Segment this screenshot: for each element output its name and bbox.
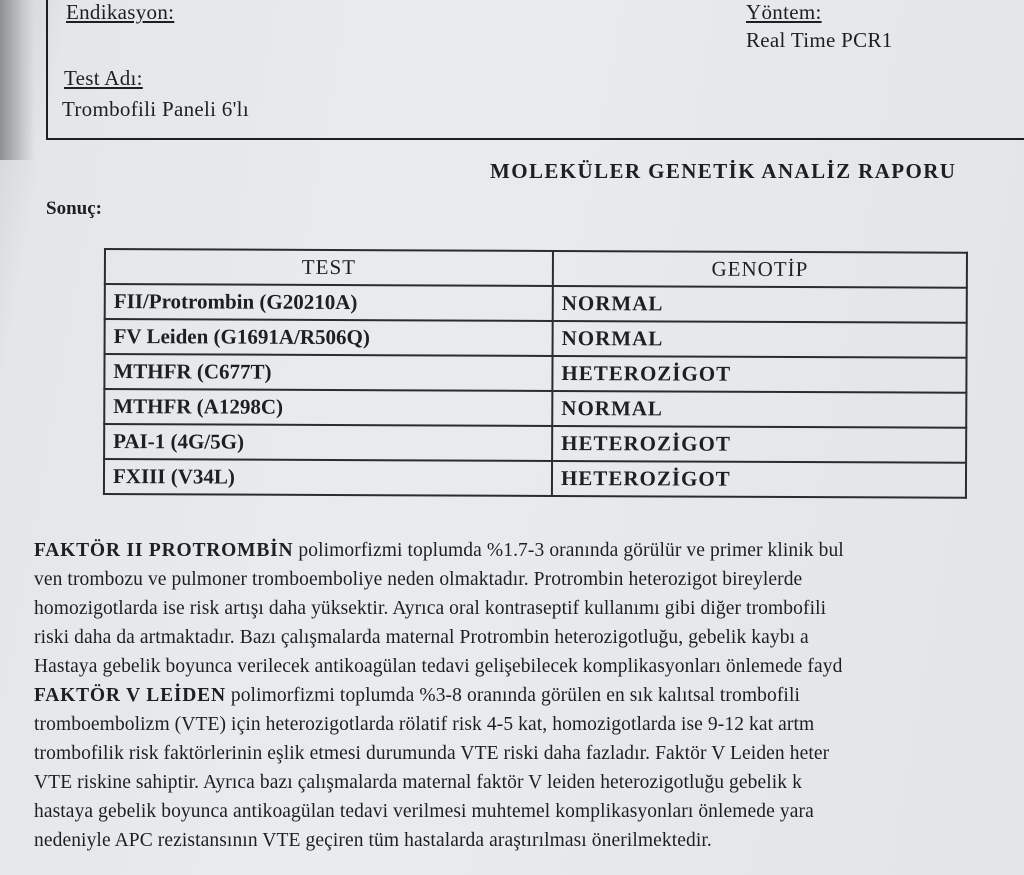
genotype-cell: HETEROZİGOT (552, 356, 966, 393)
test-cell: MTHFR (C677T) (104, 354, 552, 391)
table-row (104, 354, 966, 393)
results-table (103, 248, 968, 499)
table-row (105, 319, 967, 358)
paragraph-line: riski daha da artmaktadır. Bazı çalışmalarda maternal Protrombin heterozigotluğu, gebelik kaybı a (34, 627, 809, 648)
genotype-cell: HETEROZİGOT (552, 426, 966, 463)
table-row (105, 284, 967, 323)
genotype-cell: HETEROZİGOT (552, 461, 966, 498)
paragraph-line: FAKTÖR V LEİDEN polimorfizmi toplumda %3-8 oranında görülen en sık kalıtsal trombofili (34, 685, 800, 706)
paragraph-heading-factor-ii: FAKTÖR II PROTROMBİN (34, 540, 294, 561)
paragraph-line: homozigotlarda ise risk artışı daha yüksektir. Ayrıca oral kontraseptif kullanımı gibi diğer trombofili (34, 598, 827, 619)
table-header-row (105, 249, 967, 288)
paragraph-line: VTE riskine sahiptir. Ayrıca bazı çalışmalarda maternal faktör V leiden heterozigotluğu gebelik k (34, 772, 802, 793)
column-header-genotype: GENOTİP (553, 251, 967, 288)
table-row (104, 424, 966, 463)
test-cell: FII/Protrombin (G20210A) (105, 284, 553, 321)
test-cell: PAI-1 (4G/5G) (104, 424, 552, 461)
paragraph-line: FAKTÖR II PROTROMBİN polimorfizmi toplumda %1.7-3 oranında görülür ve primer klinik bul (34, 540, 844, 561)
paragraph-line: hastaya gebelik boyunca antikoagülan tedavi verilmesi muhtemel komplikasyonları önlemede yara (34, 801, 814, 822)
paragraph-line: Hastaya gebelik boyunca verilecek antikoagülan tedavi gelişebilecek komplikasyonları önlemede fayd (34, 656, 843, 677)
paragraph-line: tromboembolizm (VTE) için heterozigotlarda rölatif risk 4-5 kat, homozigotlarda ise 9-12 kat artm (34, 714, 815, 735)
genotype-cell: NORMAL (553, 321, 967, 358)
paper-edge-shadow (0, 0, 34, 160)
test-cell: FV Leiden (G1691A/R506Q) (105, 319, 553, 356)
paragraph-line: ven trombozu ve pulmoner tromboemboliye neden olmaktadır. Protrombin heterozigot bireylerde (34, 569, 803, 590)
test-name-value: Trombofili Paneli 6'lı (62, 97, 249, 121)
table-row (104, 459, 966, 498)
method-label: Yöntem: (746, 0, 822, 24)
genotype-cell: NORMAL (553, 286, 967, 323)
paragraph-line: nedeniyle APC rezistansının VTE geçiren tüm hastalarda araştırılması önerilmektedir. (34, 830, 712, 851)
paragraph-heading-factor-v: FAKTÖR V LEİDEN (34, 685, 226, 706)
paragraph-line: trombofilik risk faktörlerinin eşlik etmesi durumunda VTE riski daha fazladır. Faktör V Leiden heter (34, 743, 830, 764)
indication-label: Endikasyon: (66, 0, 175, 24)
test-cell: FXIII (V34L) (104, 459, 552, 496)
table-row (104, 389, 966, 428)
test-cell: MTHFR (A1298C) (104, 389, 552, 426)
genotype-cell: NORMAL (552, 391, 966, 428)
method-value: Real Time PCR1 (746, 28, 893, 52)
result-label: Sonuç: (46, 198, 102, 219)
report-title: MOLEKÜLER GENETİK ANALİZ RAPORU (490, 159, 957, 183)
column-header-test: TEST (105, 249, 553, 286)
test-name-label: Test Adı: (64, 66, 143, 90)
